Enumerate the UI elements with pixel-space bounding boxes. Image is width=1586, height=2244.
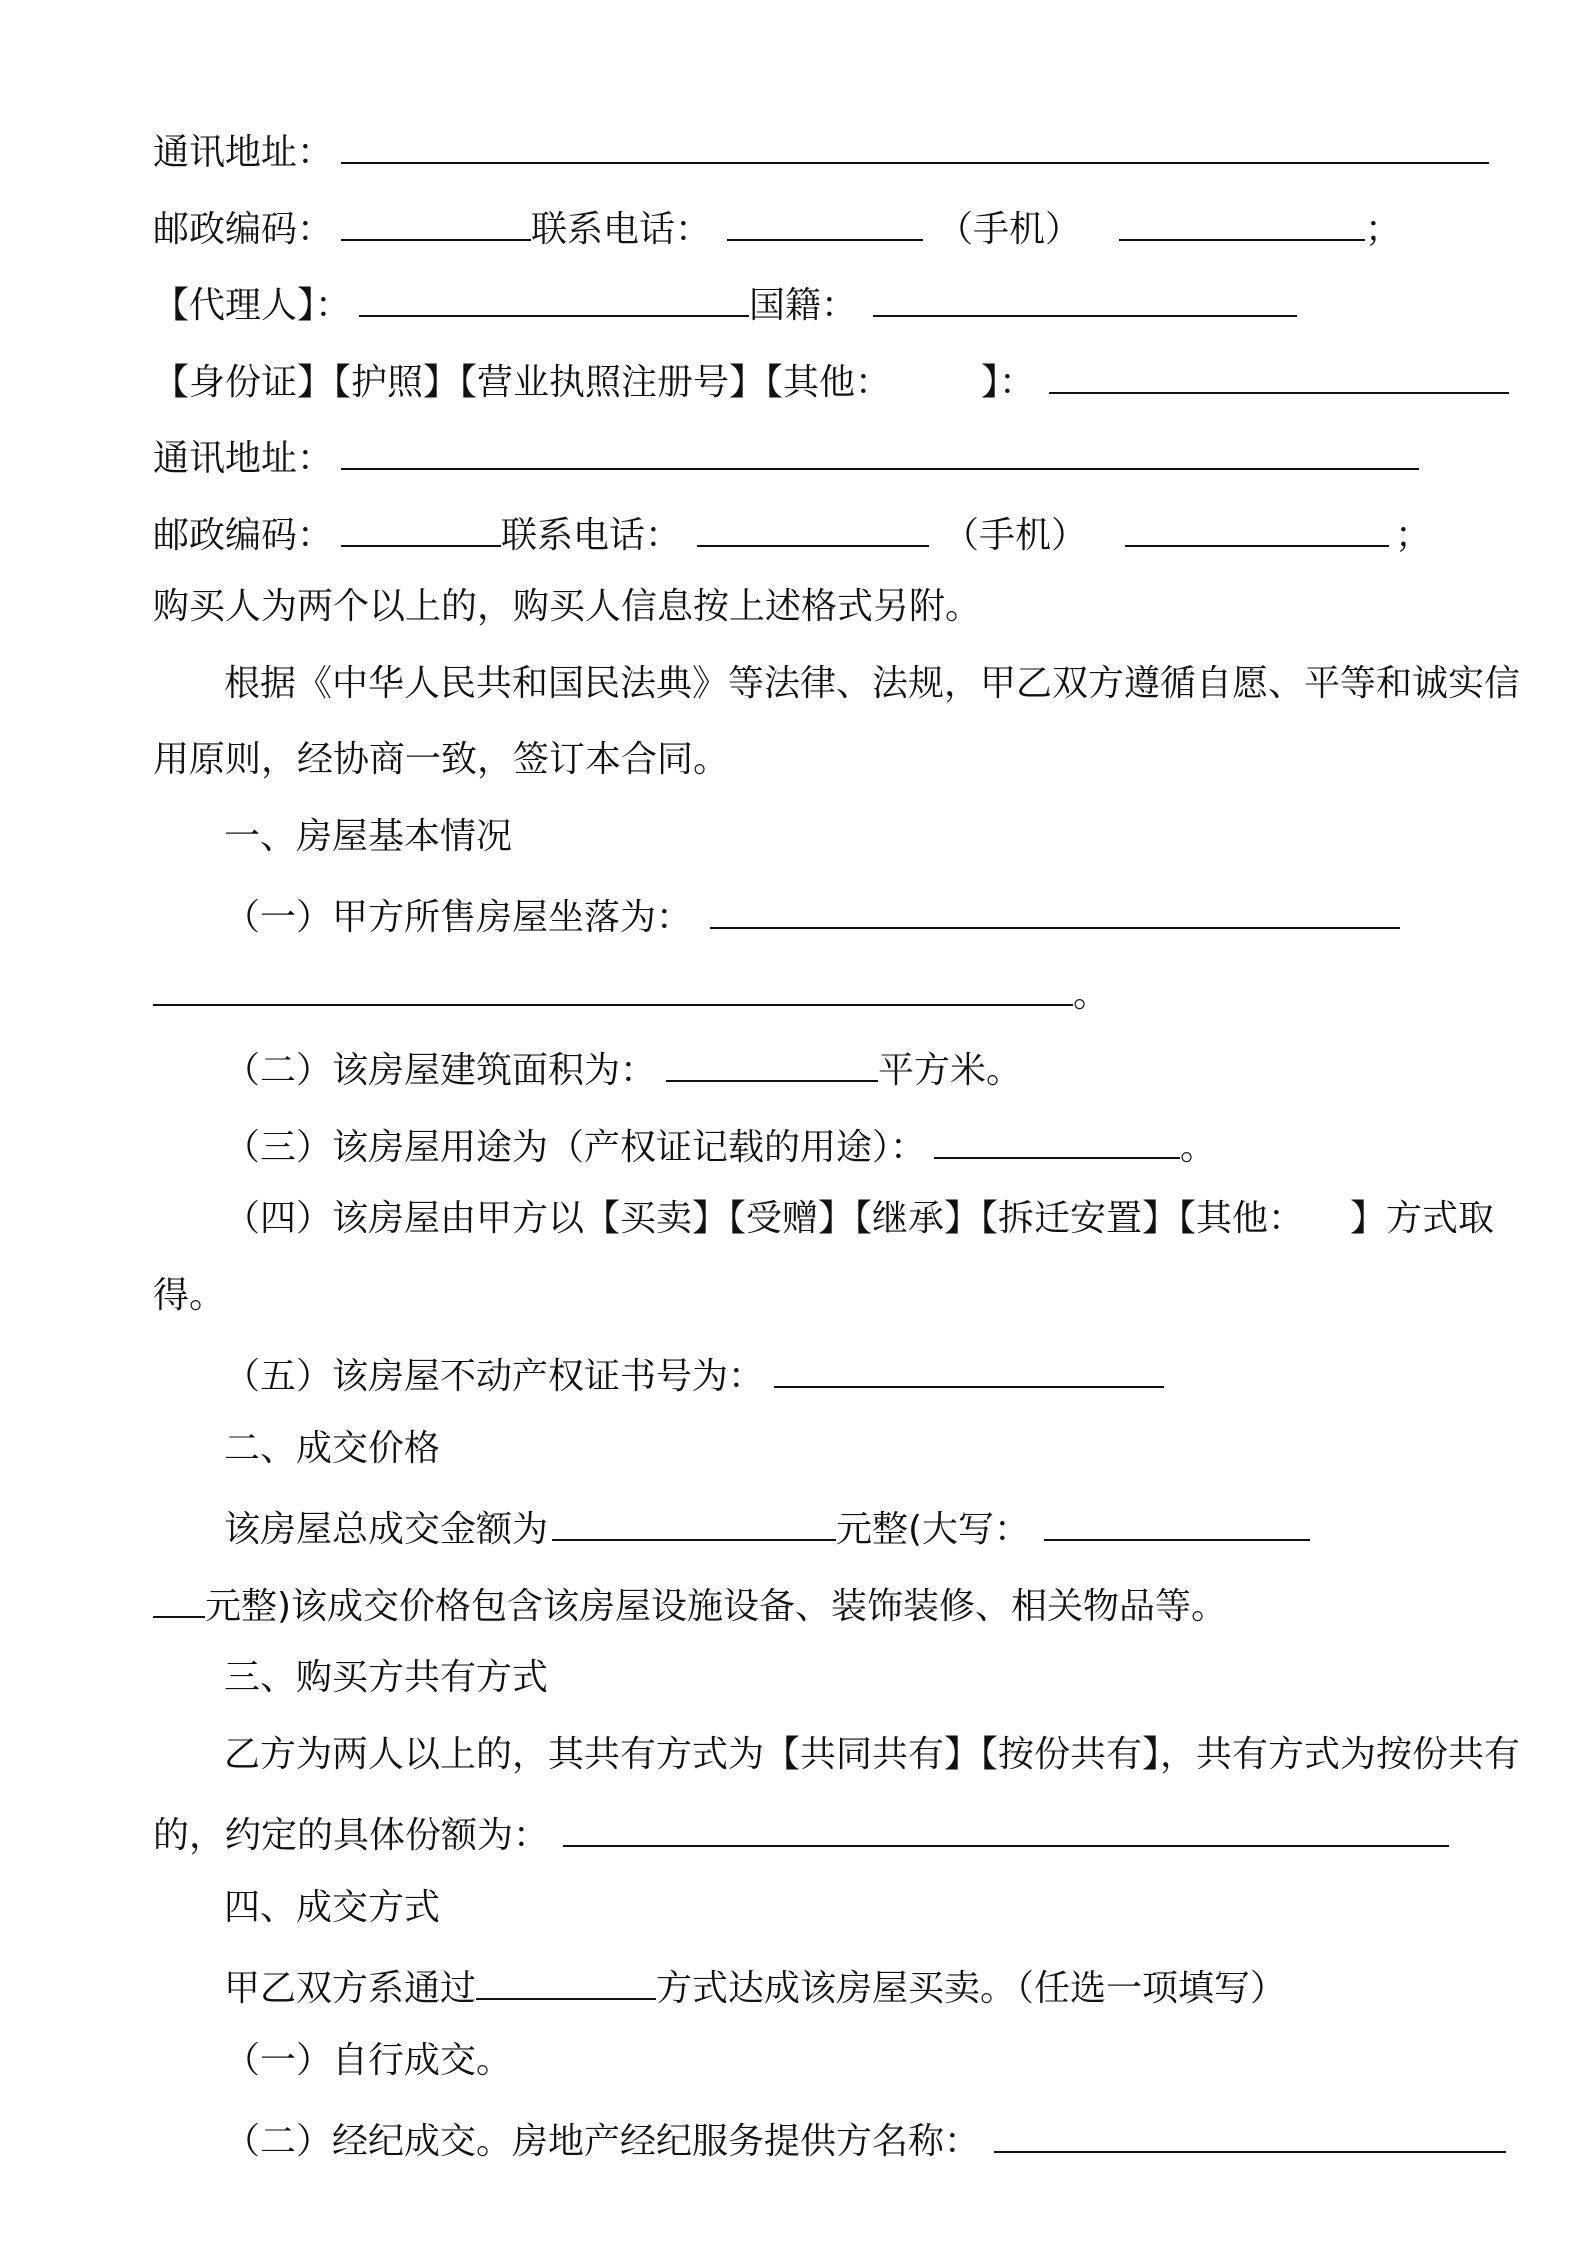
mailing-address-label: 通讯地址：	[153, 132, 334, 173]
brokered-transaction-line	[224, 2111, 1506, 2163]
share-blank[interactable]	[563, 1805, 1449, 1847]
phone-label: 联系电话：	[531, 209, 712, 250]
broker-name-blank[interactable]	[994, 2111, 1506, 2153]
section-4-heading: 四、成交方式	[224, 1887, 441, 1928]
floor-area-label: （二）该房屋建筑面积为：	[224, 1050, 657, 1091]
agent-blank[interactable]	[359, 275, 749, 317]
section-1-heading: 一、房屋基本情况	[224, 816, 513, 857]
postal-code-label: 邮政编码：	[153, 209, 334, 250]
location-blank[interactable]	[710, 887, 1400, 929]
mailing-address-line-1	[153, 122, 1489, 174]
price-uppercase-blank[interactable]	[1044, 1499, 1310, 1541]
preamble-line-1: 根据《中华人民共和国民法典》等法律、法规，甲乙双方遵循自愿、平等和诚实信	[224, 663, 1521, 704]
mobile-label: （手机）	[943, 515, 1088, 556]
co-ownership-line-2	[153, 1805, 1449, 1857]
period: 。	[1180, 1127, 1217, 1168]
transaction-method-blank[interactable]	[476, 1958, 656, 2000]
acquisition-continuation: 得。	[153, 1275, 226, 1316]
floor-area-blank[interactable]	[666, 1040, 878, 1082]
transaction-method-note: 方式达成该房屋买卖。（任选一项填写）	[656, 1968, 1287, 2009]
mailing-address-blank[interactable]	[341, 122, 1489, 164]
location-label: （一）甲方所售房屋坐落为：	[224, 897, 693, 938]
transaction-method-line	[224, 1958, 1286, 2010]
id-doc-blank[interactable]	[1049, 352, 1509, 394]
postal-phone-line-2	[153, 505, 1431, 557]
postal-code-label: 邮政编码：	[153, 515, 334, 556]
preamble-line-2: 用原则，经协商一致，签订本合同。	[153, 739, 730, 780]
section-2-heading: 二、成交价格	[224, 1428, 441, 1469]
semicolon: ；	[1365, 209, 1402, 250]
mobile-blank[interactable]	[1125, 505, 1389, 547]
mailing-address-label: 通讯地址：	[153, 438, 334, 479]
acquisition-line	[224, 1193, 1494, 1245]
nationality-blank[interactable]	[873, 275, 1297, 317]
floor-area-unit: 平方米。	[878, 1050, 1023, 1091]
agent-label: 【代理人】：	[153, 285, 352, 326]
mailing-address-blank[interactable]	[341, 428, 1419, 470]
transaction-method-label: 甲乙双方系通过	[224, 1968, 477, 2009]
phone-blank[interactable]	[727, 199, 923, 241]
co-ownership-line-1: 乙方为两人以上的，其共有方式为【共同共有】【按份共有】，共有方式为按份共有	[224, 1734, 1521, 1775]
location-blank-continued[interactable]	[153, 964, 1073, 1006]
usage-blank[interactable]	[934, 1117, 1180, 1159]
phone-blank[interactable]	[697, 505, 929, 547]
id-doc-label: 【身份证】【护照】【营业执照注册号】【其他：	[153, 362, 874, 403]
postal-code-blank[interactable]	[341, 199, 531, 241]
location-line	[224, 887, 1400, 939]
broker-name-label: （二）经纪成交。房地产经纪服务提供方名称：	[224, 2121, 981, 2162]
semicolon: ；	[1395, 515, 1432, 556]
usage-line	[224, 1117, 1216, 1169]
id-doc-label-end: 】：	[981, 362, 1036, 403]
mailing-address-line-2	[153, 428, 1419, 480]
price-uppercase-blank-continued[interactable]	[153, 1576, 205, 1618]
cert-number-blank[interactable]	[774, 1346, 1164, 1388]
location-continuation-line	[153, 964, 1109, 1016]
price-label: 该房屋总成交金额为	[224, 1509, 549, 1550]
floor-area-line	[224, 1040, 1022, 1092]
postal-phone-line-1	[153, 199, 1401, 251]
section-3-heading: 三、购买方共有方式	[224, 1657, 549, 1698]
price-blank[interactable]	[552, 1499, 836, 1541]
price-line	[224, 1499, 1310, 1551]
cert-number-line	[224, 1346, 1164, 1398]
acquisition-label: （四）该房屋由甲方以【买卖】【受赠】【继承】【拆迁安置】【其他：	[224, 1198, 1287, 1239]
acquisition-label-end: 】方式取	[1350, 1198, 1495, 1239]
period: 。	[1073, 974, 1110, 1015]
phone-label: 联系电话：	[501, 515, 682, 556]
usage-label: （三）该房屋用途为（产权证记载的用途）：	[224, 1127, 927, 1168]
share-label: 的，约定的具体份额为：	[153, 1815, 550, 1856]
cert-number-label: （五）该房屋不动产权证书号为：	[224, 1356, 765, 1397]
price-uppercase-label: 元整(大写：	[836, 1509, 1031, 1550]
nationality-label: 国籍：	[749, 285, 858, 326]
self-transaction-line: （一）自行成交。	[224, 2040, 513, 2081]
agent-line	[153, 275, 1297, 327]
postal-code-blank[interactable]	[341, 505, 501, 547]
buyer-info-note: 购买人为两个以上的，购买人信息按上述格式另附。	[153, 586, 982, 627]
price-includes-note: 元整)该成交价格包含该房屋设施设备、装饰装修、相关物品等。	[205, 1586, 1228, 1627]
id-doc-line	[153, 352, 1509, 404]
mobile-blank[interactable]	[1119, 199, 1365, 241]
mobile-label: （手机）	[937, 209, 1082, 250]
price-continuation-line	[153, 1576, 1227, 1628]
